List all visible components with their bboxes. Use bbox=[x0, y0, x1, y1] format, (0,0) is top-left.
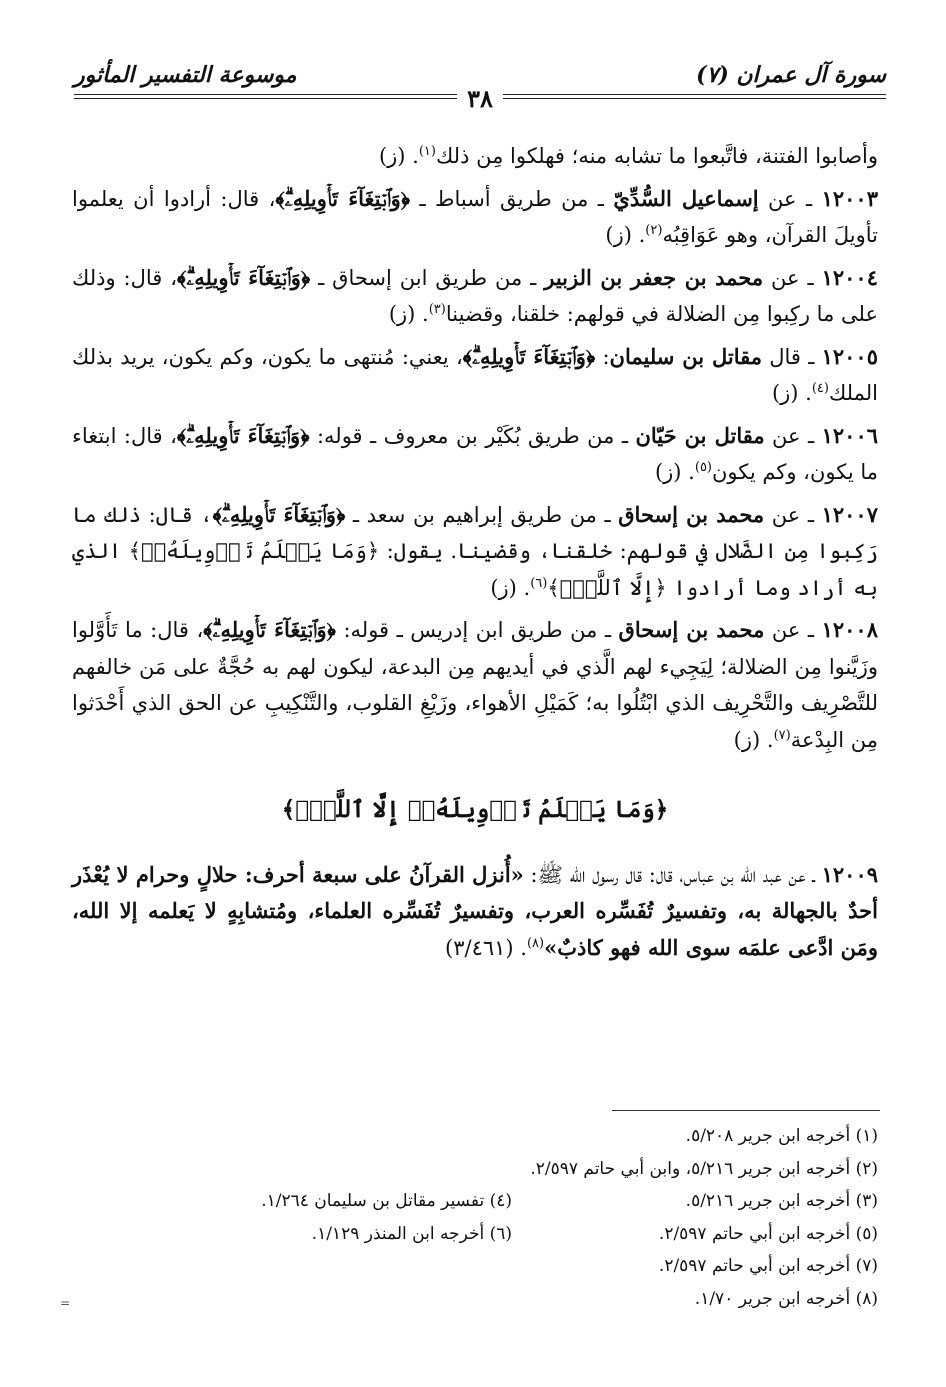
narrator-name: محمد بن إسحاق bbox=[618, 617, 765, 642]
footnote-row bbox=[72, 1120, 878, 1153]
entry-pre: ـ عن bbox=[764, 502, 822, 527]
volume-reference: . (٣/٤٦١) bbox=[445, 935, 527, 960]
entry-pre: ـ قال bbox=[762, 344, 822, 369]
footnote-ref[interactable]: (٧) bbox=[773, 727, 791, 743]
continuation-text: وأصابوا الفتنة، فاتَّبعوا ما تشابه منه؛ فهلكوا مِن ذلك bbox=[435, 144, 878, 168]
entry-number: ١٢٠٠٥ bbox=[821, 343, 878, 369]
quran-quote: ﴿وَٱبۡتِغَآءَ تَأۡوِيلِهِۦۗ﴾ bbox=[203, 617, 336, 642]
entry-12007 bbox=[72, 497, 878, 607]
footnote-5: (٥) أخرجه ابن أبي حاتم ٢/٥٩٧. bbox=[658, 1223, 878, 1244]
entry-pre: ـ عن bbox=[764, 618, 822, 642]
entry-pre: ـ عن bbox=[758, 186, 822, 211]
footnote-3: (٣) أخرجه ابن جرير ٥/٢١٦. bbox=[685, 1191, 878, 1211]
entry-number: ١٢٠٠٤ bbox=[821, 264, 878, 290]
book-title: موسوعة التفسير المأثور bbox=[74, 62, 297, 88]
footnote-row bbox=[72, 1185, 878, 1218]
entry-text: ، قال: ما تَأَوَّلوا وزَيَّنوا مِن الضلالة؛ لِيَجِيء لهم الَّذي في أيديهم مِن البدعة، ليكون لهم به حُجَّةٌ على مَن خالفهم للتَّصْرِيف والتَّحْرِيف الذي ابْتُلُوا به؛ كَمَيْلِ الأهواء، وزَيْغِ القلوب، والتَّنْكِيبِ عن الحق الذي أَحْدَثوا مِن البِدْعة bbox=[72, 618, 878, 752]
surah-title: سورة آل عمران (٧) bbox=[696, 62, 886, 88]
footnote-ref[interactable]: (٢) bbox=[645, 223, 663, 238]
entry-12008 bbox=[72, 612, 878, 758]
source-code: . (ز) bbox=[378, 144, 419, 168]
footnote-ref[interactable]: (١) bbox=[418, 144, 436, 159]
entry-12005 bbox=[72, 339, 878, 412]
entry-number: ١٢٠٠٩ bbox=[821, 861, 879, 887]
narrator-name: محمد بن جعفر بن الزبير bbox=[544, 264, 764, 290]
page-number: ٣٨ bbox=[457, 84, 503, 113]
footnote-ref[interactable]: (٦) bbox=[530, 575, 548, 591]
section-heading: ﴿وَمَا يَعۡلَمُ تَأۡوِيلَهُۥٓ إِلَّا ٱللَّهُۗ﴾ bbox=[281, 796, 669, 823]
entry-pre: ـ عن bbox=[764, 423, 822, 448]
footnote-row bbox=[72, 1218, 878, 1251]
entry-chain: : bbox=[595, 344, 610, 369]
quran-quote: ﴿وَٱبۡتِغَآءَ تَأۡوِيلِهِۦۗ﴾ bbox=[212, 501, 346, 527]
footnote-separator bbox=[612, 1110, 880, 1111]
quran-quote: ﴿وَٱبۡتِغَآءَ تَأۡوِيلِهِۦۗ﴾ bbox=[176, 422, 310, 448]
footnote-ref[interactable]: (٥) bbox=[694, 460, 712, 475]
entry-12004 bbox=[72, 260, 878, 333]
source-code: . (ز) bbox=[605, 223, 646, 247]
footnote-7: (٧) أخرجه ابن أبي حاتم ٢/٥٩٧. bbox=[658, 1256, 878, 1276]
entry-chain: ـ من طريق أسباط ـ bbox=[410, 186, 614, 211]
footnotes bbox=[72, 1120, 878, 1315]
narrator-name: مقاتل بن حَيّان bbox=[635, 422, 765, 448]
footnote-6: (٦) أخرجه ابن المنذر ١/١٢٩. bbox=[311, 1223, 512, 1244]
entry-chain: ـ من طريق بُكَيْر بن معروف ـ قوله: bbox=[309, 423, 636, 448]
entry-chain: ـ من طريق ابن إسحاق ـ bbox=[310, 265, 545, 290]
entry-chain: ـ من طريق إبراهيم بن سعد ـ bbox=[345, 502, 619, 527]
footnote-2: (٢) أخرجه ابن جرير ٥/٢١٦، وابن أبي حاتم ٢/٥٩٧. bbox=[530, 1158, 878, 1179]
entry-text: ، قال: ذلك ما رَكِبوا مِن الضَّلال في قولهم: خلقنا، وقضينا. يقول: ﴿وَمَا يَعۡلَمُ تَأۡوِيلَهُۥٓ﴾ الذي به أراد وما أرادوا ﴿إِلَّا ٱللَّهُۗ﴾ bbox=[72, 502, 878, 600]
footnote-row bbox=[72, 1283, 878, 1316]
entry-text: ، قال: وذلك على ما ركِبوا مِن الضلالة في قولهم: خلقنا، وقضينا bbox=[72, 265, 878, 326]
narrator-name: إسماعيل السُّدِّيّ bbox=[613, 185, 759, 211]
entry-number: ١٢٠٠٧ bbox=[821, 501, 878, 527]
footnote-row bbox=[72, 1153, 878, 1186]
entry-number: ١٢٠٠٨ bbox=[821, 617, 878, 642]
entry-text: ، قال: ابتغاء ما يكون، وكم يكون bbox=[72, 423, 878, 484]
main-text bbox=[72, 138, 878, 972]
margin-mark: = bbox=[60, 1296, 71, 1310]
quran-quote: ﴿وَٱبۡتِغَآءَ تَأۡوِيلِهِۦۗ﴾ bbox=[275, 185, 411, 211]
continuation-paragraph bbox=[72, 138, 878, 175]
quran-quote: ﴿وَٱبۡتِغَآءَ تَأۡوِيلِهِۦۗ﴾ bbox=[462, 343, 596, 369]
page-header bbox=[74, 60, 886, 112]
entry-number: ١٢٠٠٦ bbox=[821, 422, 879, 448]
footnote-ref[interactable]: (٣) bbox=[428, 302, 446, 317]
entry-12006 bbox=[72, 418, 878, 491]
source-code: . (ز) bbox=[654, 460, 695, 484]
entry-number: ١٢٠٠٣ bbox=[821, 185, 878, 211]
hadith-text: «أُنزل القرآنُ على سبعة أحرف: حلالٍ وحرام لا يُعْذَر أحدٌ بالجهالة به، وتفسيرٌ تُفَسِّره العرب، وتفسيرٌ تُفَسِّره العلماء، ومُتشابِهٍ لا يَعلمه إلا الله، ومَن ادَّعى علمَه سوى الله فهو كاذبٌ» bbox=[72, 861, 878, 960]
entry-text: ، يعني: مُنتهى ما يكون، وكم يكون، يريد بذلك الملك bbox=[72, 344, 878, 405]
hadith-12009 bbox=[72, 857, 878, 967]
entry-chain: ـ من طريق ابن إدريس ـ قوله: bbox=[335, 618, 619, 642]
quran-quote: ﴿وَٱبۡتِغَآءَ تَأۡوِيلِهِۦۗ﴾ bbox=[177, 264, 311, 290]
footnote-8: (٨) أخرجه ابن جرير ١/٧٠. bbox=[694, 1288, 878, 1309]
footnote-ref[interactable]: (٤) bbox=[811, 381, 829, 396]
footnote-4: (٤) تفسير مقاتل بن سليمان ١/٢٦٤. bbox=[261, 1191, 512, 1211]
page-number-wrap bbox=[74, 84, 886, 113]
narrator-name: محمد بن إسحاق bbox=[618, 501, 765, 527]
footnote-ref[interactable]: (٨) bbox=[526, 935, 545, 951]
footnote-1: (١) أخرجه ابن جرير ٥/٢٠٨. bbox=[685, 1126, 878, 1146]
hadith-chain: ـ عن عبد الله بن عباس، قال: قال رسول الله ﷺ: bbox=[523, 862, 822, 887]
entry-pre: ـ عن bbox=[763, 265, 822, 290]
source-code: . (ز) bbox=[490, 575, 531, 600]
source-code: . (ز) bbox=[733, 727, 774, 752]
narrator-name: مقاتل بن سليمان bbox=[609, 343, 762, 369]
source-code: . (ز) bbox=[771, 381, 812, 405]
source-code: . (ز) bbox=[388, 302, 429, 326]
footnote-row bbox=[72, 1250, 878, 1283]
entry-text: ، قال: أرادوا أن يعلموا تأويلَ القرآن، وهو عَوَاقِبُه bbox=[72, 186, 878, 247]
entry-12003 bbox=[72, 181, 878, 254]
